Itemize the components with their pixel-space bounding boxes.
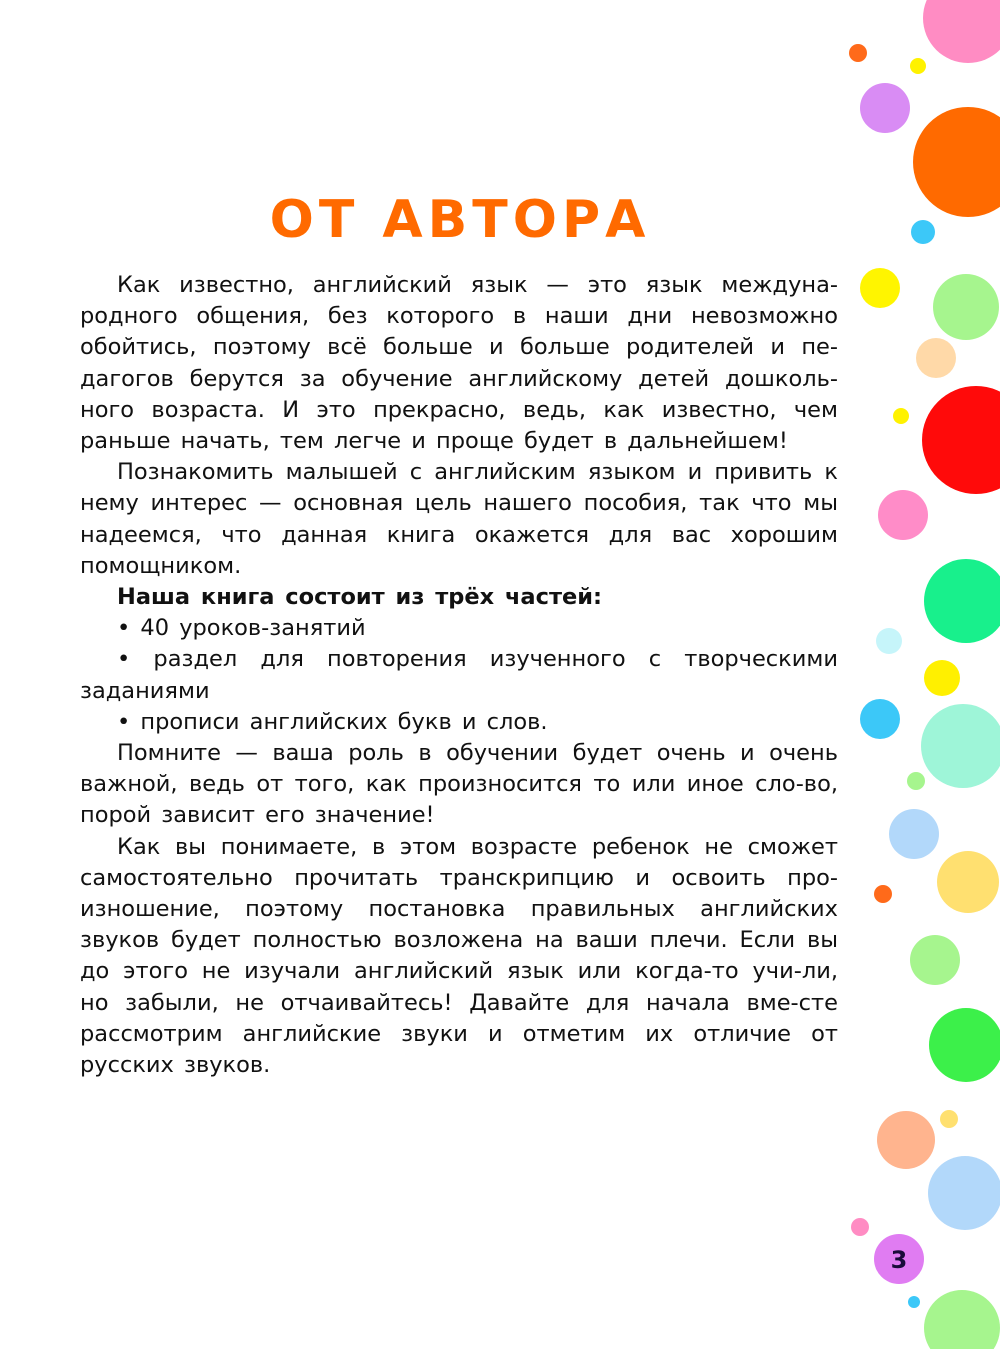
dot bbox=[916, 338, 956, 378]
list-item: • раздел для повторения изученного с творческими заданиями bbox=[80, 646, 838, 704]
dot bbox=[907, 772, 925, 790]
dot bbox=[940, 1110, 958, 1128]
dot bbox=[911, 220, 935, 244]
list-heading: Наша книга состоит из трёх частей: bbox=[117, 584, 603, 611]
dot bbox=[910, 58, 926, 74]
dot bbox=[860, 699, 900, 739]
list-item: • прописи английских букв и слов. bbox=[117, 708, 548, 735]
dot bbox=[849, 44, 867, 62]
dot bbox=[874, 885, 892, 903]
paragraph: Помните — ваша роль в обучении будет очень и очень важной, ведь от того, как произносится то или иное сло-во, порой зависит его значение! bbox=[80, 740, 838, 829]
dot bbox=[860, 83, 910, 133]
dot bbox=[889, 809, 939, 859]
paragraph: Как известно, английский язык — это язык междуна-родного общения, без которого в наши дни невозможно обойтись, поэтому всё больше и больше родителей и пе-дагогов берутся за обучение английскому детей дошколь-ного возраста. И это прекрасно, ведь, как известно, чем раньше начать, тем легче и проще будет в дальнейшем! bbox=[80, 272, 838, 455]
dot bbox=[876, 628, 902, 654]
dot bbox=[851, 1218, 869, 1236]
dot bbox=[928, 1156, 1000, 1230]
page-title: ОТ АВТОРА bbox=[269, 190, 651, 250]
dot bbox=[893, 408, 909, 424]
list-item: • 40 уроков-занятий bbox=[117, 615, 366, 642]
dot bbox=[877, 1111, 935, 1169]
dot bbox=[910, 935, 960, 985]
dot bbox=[924, 559, 1000, 643]
dot bbox=[908, 1296, 920, 1308]
dot bbox=[923, 0, 1000, 63]
dot bbox=[937, 851, 999, 913]
dot bbox=[921, 704, 1000, 788]
dot bbox=[933, 274, 999, 340]
paragraph: Как вы понимаете, в этом возрасте ребенок не сможет самостоятельно прочитать транскрипцию и освоить про-изношение, поэтому постановка правильных английских звуков будет полностью возложена на ваши плечи. Если вы до этого не изучали английский язык или когда-то учи-ли, но забыли, не отчаивайтесь! Давайте для начала вме-сте рассмотрим английские звуки и отметим их отличие от русских звуков. bbox=[80, 833, 838, 1079]
body-text bbox=[80, 270, 838, 1081]
dot bbox=[878, 490, 928, 540]
page-number: 3 bbox=[890, 1246, 908, 1274]
dot bbox=[924, 1290, 1000, 1349]
dot bbox=[860, 268, 900, 308]
paragraph: Познакомить малышей с английским языком и привить к нему интерес — основная цель нашего пособия, так что мы надеемся, что данная книга окажется для вас хорошим помощником. bbox=[80, 459, 838, 579]
dot bbox=[924, 660, 960, 696]
dot bbox=[929, 1008, 1000, 1082]
dot bbox=[913, 107, 1000, 217]
dot bbox=[922, 386, 1000, 494]
